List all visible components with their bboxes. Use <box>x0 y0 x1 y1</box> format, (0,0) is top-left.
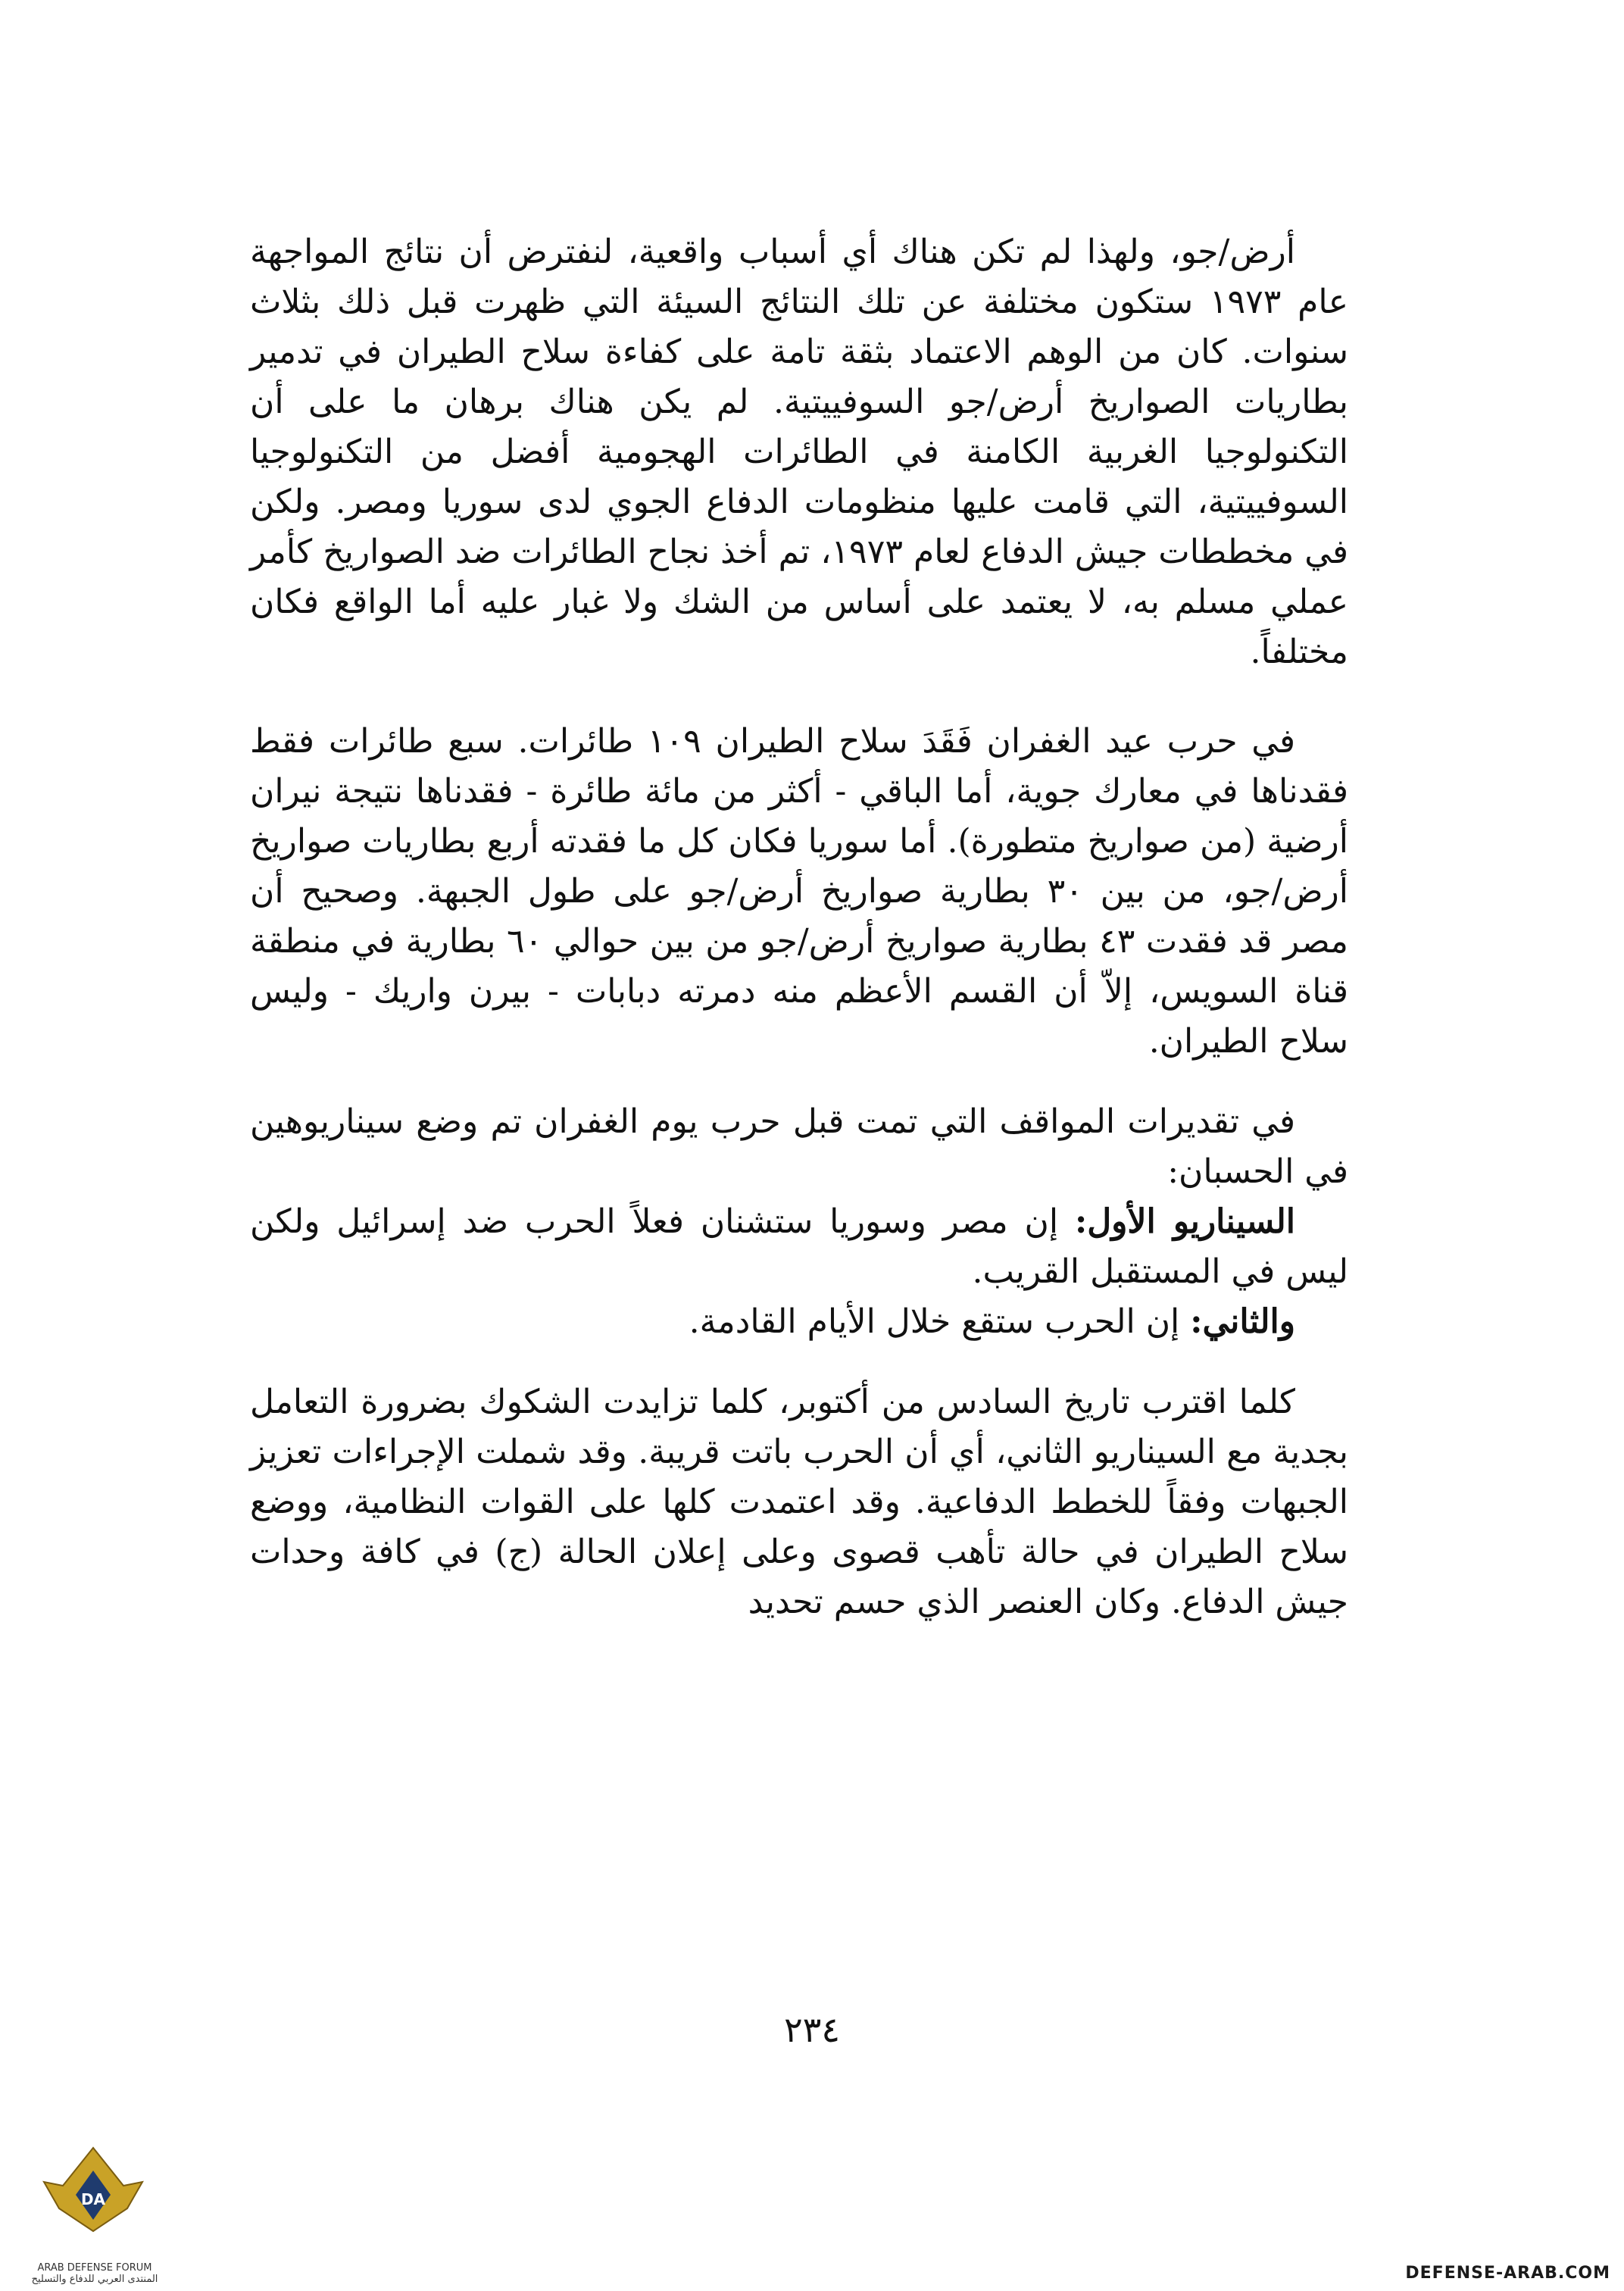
paragraph-3: في تقديرات المواقف التي تمت قبل حرب يوم الغفران تم وضع سيناريوهين في الحسبان: <box>250 1102 1348 1191</box>
page-number: ٢٣٤ <box>783 2009 841 2050</box>
logo-caption <box>15 2262 174 2285</box>
paragraph-1: أرض/جو، ولهذا لم تكن هناك أي أسباب واقعية، لنفترض أن نتائج المواجهة عام ١٩٧٣ ستكون مختلفة عن تلك النتائج السيئة التي ظهرت قبل ذلك بثلاث سنوات. كان من الوهم الاعتماد بثقة تامة على كفاءة سلاح الطيران في تدمير بطاريات الصواريخ أرض/جو السوفييتية. لم يكن هناك برهان ما على أن التكنولوجيا الغربية الكامنة في الطائرات الهجومية أفضل من التكنولوجيا السوفييتية، التي قامت عليها منظومات الدفاع الجوي لدى سوريا ومصر. ولكن في مخططات جيش الدفاع لعام ١٩٧٣، تم أخذ نجاح الطائرات ضد الصواريخ كأمر عملي مسلم به، لا يعتمد على أساس من الشك ولا غبار عليه أما الواقع فكان مختلفاً. <box>250 233 1348 671</box>
paragraph-4: كلما اقترب تاريخ السادس من أكتوبر، كلما تزايدت الشكوك بضرورة التعامل بجدية مع السيناريو الثاني، أي أن الحرب باتت قريبة. وقد شملت الإجراءات تعزيز الجبهات وفقاً للخطط الدفاعية. وقد اعتمدت كلها على القوات النظامية، ووضع سلاح الطيران في حالة تأهب قصوى وعلى إعلان الحالة (ج) في كافة وحدات جيش الدفاع. وكان العنصر الذي حسم تحديد <box>250 1383 1348 1621</box>
logo-caption-en: ARAB DEFENSE FORUM <box>37 2262 152 2274</box>
logo-caption-ar: المنتدى العربي للدفاع والتسليح <box>31 2274 158 2285</box>
logo-initials: DA <box>80 2190 106 2208</box>
scenario-1-text: إن مصر وسوريا ستشنان فعلاً الحرب ضد إسرائيل ولكن ليس في المستقبل القريب. <box>250 1202 1348 1291</box>
page-body <box>250 227 1348 1627</box>
paragraph-2: في حرب عيد الغفران فَقَدَ سلاح الطيران ١٠٩ طائرات. سبع طائرات فقط فقدناها في معارك جوية، أما الباقي - أكثر من مائة طائرة - فقدناها نتيجة نيران أرضية (من صواريخ متطورة). أما سوريا فكان كل ما فقدته أربع بطاريات صواريخ أرض/جو، من بين ٣٠ بطارية صواريخ أرض/جو على طول الجبهة. وصحيح أن مصر قد فقدت ٤٣ بطارية صواريخ أرض/جو من بين حوالي ٦٠ بطارية في منطقة قناة السويس، إلاّ أن القسم الأعظم منه دمرته دبابات - بيرن واريك - وليس سلاح الطيران. <box>250 722 1349 1061</box>
scenario-1-label: السيناريو الأول: <box>1074 1202 1295 1241</box>
scenario-2-label: والثاني: <box>1190 1302 1295 1341</box>
scenario-2-text: إن الحرب ستقع خلال الأيام القادمة. <box>689 1302 1191 1341</box>
scenario-2 <box>250 1297 1348 1347</box>
site-watermark: DEFENSE-ARAB.COM <box>1405 2264 1610 2283</box>
scenario-1 <box>250 1197 1348 1297</box>
